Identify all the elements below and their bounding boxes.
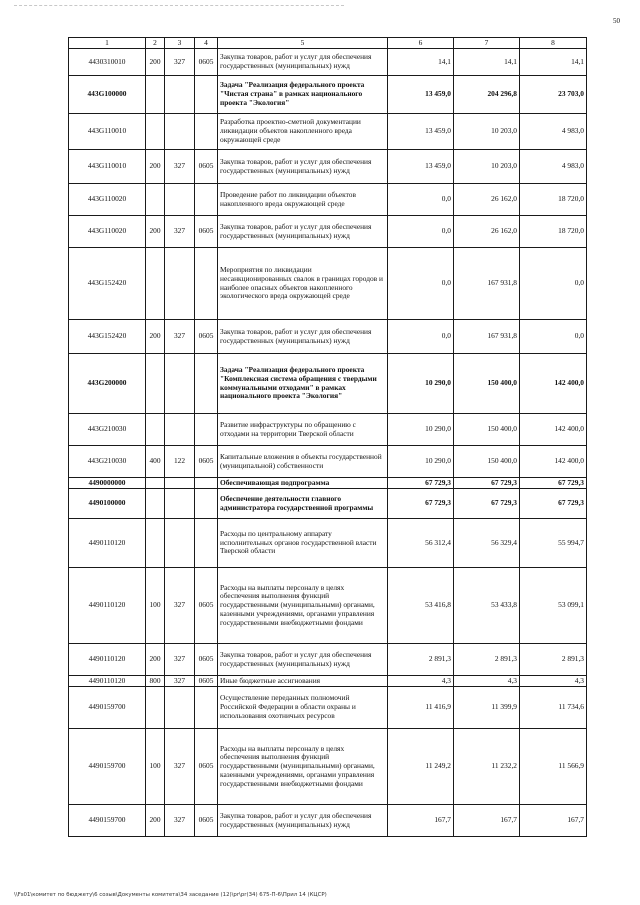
department-code-cell: 327: [165, 805, 195, 837]
amount-year2-cell: 167,7: [454, 805, 520, 837]
section-code-cell: 0605: [195, 216, 218, 248]
table-row: [69, 114, 587, 150]
expense-type-cell: 100: [146, 729, 165, 805]
section-code-cell: 0605: [195, 644, 218, 676]
department-code-cell: [165, 114, 195, 150]
amount-year1-cell: 13 459,0: [388, 114, 454, 150]
table-row: [69, 676, 587, 687]
section-code-cell: 0605: [195, 805, 218, 837]
classification-code-cell: 4490159700: [69, 687, 146, 729]
amount-year2-cell: 10 203,0: [454, 114, 520, 150]
table-row: [69, 489, 587, 519]
amount-year3-cell: 67 729,3: [520, 489, 587, 519]
department-code-cell: [165, 519, 195, 568]
header-cell: 3: [165, 38, 195, 49]
amount-year1-cell: 4,3: [388, 676, 454, 687]
classification-code-cell: 4490159700: [69, 729, 146, 805]
classification-code-cell: 4430310010: [69, 49, 146, 76]
amount-year3-cell: 14,1: [520, 49, 587, 76]
department-code-cell: 122: [165, 446, 195, 478]
table-row: [69, 805, 587, 837]
department-code-cell: [165, 414, 195, 446]
amount-year1-cell: 14,1: [388, 49, 454, 76]
item-name-cell: Закупка товаров, работ и услуг для обеспечения государственных (муниципальных) нужд: [218, 216, 388, 248]
item-name-cell: Закупка товаров, работ и услуг для обеспечения государственных (муниципальных) нужд: [218, 644, 388, 676]
item-name-cell: Осуществление переданных полномочий Российской Федерации в области охраны и использования охотничьих ресурсов: [218, 687, 388, 729]
item-name-cell: Закупка товаров, работ и услуг для обеспечения государственных (муниципальных) нужд: [218, 49, 388, 76]
section-code-cell: [195, 414, 218, 446]
expense-type-cell: 200: [146, 216, 165, 248]
expense-type-cell: [146, 519, 165, 568]
classification-code-cell: 4490000000: [69, 478, 146, 489]
section-code-cell: 0605: [195, 446, 218, 478]
department-code-cell: [165, 489, 195, 519]
amount-year2-cell: 11 399,9: [454, 687, 520, 729]
amount-year2-cell: 150 400,0: [454, 354, 520, 414]
expense-type-cell: 200: [146, 805, 165, 837]
classification-code-cell: 4490159700: [69, 805, 146, 837]
expense-type-cell: [146, 184, 165, 216]
amount-year2-cell: 11 232,2: [454, 729, 520, 805]
amount-year2-cell: 10 203,0: [454, 150, 520, 184]
department-code-cell: 327: [165, 216, 195, 248]
classification-code-cell: 4490100000: [69, 489, 146, 519]
amount-year3-cell: 142 400,0: [520, 414, 587, 446]
item-name-cell: Обеспечивающая подпрограмма: [218, 478, 388, 489]
amount-year3-cell: 142 400,0: [520, 446, 587, 478]
item-name-cell: Закупка товаров, работ и услуг для обеспечения государственных (муниципальных) нужд: [218, 150, 388, 184]
item-name-cell: Закупка товаров, работ и услуг для обеспечения государственных (муниципальных) нужд: [218, 320, 388, 354]
section-code-cell: [195, 489, 218, 519]
expense-type-cell: [146, 489, 165, 519]
department-code-cell: 327: [165, 49, 195, 76]
amount-year2-cell: 67 729,3: [454, 478, 520, 489]
header-cell: 6: [388, 38, 454, 49]
amount-year3-cell: 4 983,0: [520, 150, 587, 184]
classification-code-cell: 443G152420: [69, 320, 146, 354]
expense-type-cell: [146, 687, 165, 729]
expense-type-cell: 100: [146, 568, 165, 644]
classification-code-cell: 4490110120: [69, 568, 146, 644]
table-row: [69, 320, 587, 354]
amount-year1-cell: 2 891,3: [388, 644, 454, 676]
amount-year3-cell: 67 729,3: [520, 478, 587, 489]
amount-year2-cell: 26 162,0: [454, 216, 520, 248]
amount-year2-cell: 14,1: [454, 49, 520, 76]
table-row: [69, 644, 587, 676]
section-code-cell: 0605: [195, 150, 218, 184]
classification-code-cell: 443G110020: [69, 184, 146, 216]
classification-code-cell: 443G110010: [69, 114, 146, 150]
amount-year1-cell: 0,0: [388, 320, 454, 354]
expense-type-cell: 800: [146, 676, 165, 687]
amount-year2-cell: 204 296,8: [454, 76, 520, 114]
amount-year3-cell: 11 566,9: [520, 729, 587, 805]
department-code-cell: 327: [165, 644, 195, 676]
amount-year3-cell: 0,0: [520, 320, 587, 354]
amount-year1-cell: 0,0: [388, 184, 454, 216]
table-row: [69, 354, 587, 414]
expense-type-cell: [146, 478, 165, 489]
table-row: [69, 216, 587, 248]
department-code-cell: [165, 76, 195, 114]
table-row: [69, 76, 587, 114]
section-code-cell: [195, 354, 218, 414]
department-code-cell: 327: [165, 729, 195, 805]
expense-type-cell: [146, 114, 165, 150]
expense-type-cell: 200: [146, 320, 165, 354]
header-cell: 4: [195, 38, 218, 49]
amount-year1-cell: 13 459,0: [388, 76, 454, 114]
table-row: [69, 568, 587, 644]
classification-code-cell: 443G110010: [69, 150, 146, 184]
classification-code-cell: 443G152420: [69, 248, 146, 320]
section-code-cell: [195, 76, 218, 114]
amount-year1-cell: 56 312,4: [388, 519, 454, 568]
expense-type-cell: 200: [146, 644, 165, 676]
item-name-cell: Расходы на выплаты персоналу в целях обеспечения выполнения функций государственными (муниципальными) органами, казенными учреждениями, органами управления государственными внебюджетными фондами: [218, 729, 388, 805]
amount-year1-cell: 10 290,0: [388, 446, 454, 478]
table-row: [69, 184, 587, 216]
department-code-cell: 327: [165, 676, 195, 687]
item-name-cell: Мероприятия по ликвидации несанкционированных свалок в границах городов и наиболее опасных объектов накопленного экологического вреда окружающей среде: [218, 248, 388, 320]
amount-year3-cell: 18 720,0: [520, 184, 587, 216]
table-row: [69, 687, 587, 729]
expense-type-cell: [146, 76, 165, 114]
department-code-cell: [165, 687, 195, 729]
amount-year1-cell: 10 290,0: [388, 354, 454, 414]
department-code-cell: 327: [165, 320, 195, 354]
amount-year3-cell: 23 703,0: [520, 76, 587, 114]
item-name-cell: Расходы по центральному аппарату исполнительных органов государственной власти Тверской области: [218, 519, 388, 568]
section-code-cell: 0605: [195, 320, 218, 354]
classification-code-cell: 4490110120: [69, 644, 146, 676]
amount-year2-cell: 167 931,8: [454, 248, 520, 320]
amount-year3-cell: 4 983,0: [520, 114, 587, 150]
expense-type-cell: 200: [146, 150, 165, 184]
item-name-cell: Капитальные вложения в объекты государственной (муниципальной) собственности: [218, 446, 388, 478]
item-name-cell: Разработка проектно-сметной документации ликвидации объектов накопленного вреда окружающей среде: [218, 114, 388, 150]
classification-code-cell: 4490110120: [69, 676, 146, 687]
amount-year2-cell: 150 400,0: [454, 414, 520, 446]
amount-year2-cell: 2 891,3: [454, 644, 520, 676]
department-code-cell: 327: [165, 568, 195, 644]
amount-year1-cell: 167,7: [388, 805, 454, 837]
section-code-cell: 0605: [195, 568, 218, 644]
section-code-cell: [195, 114, 218, 150]
amount-year2-cell: 150 400,0: [454, 446, 520, 478]
table-row: [69, 414, 587, 446]
amount-year1-cell: 13 459,0: [388, 150, 454, 184]
amount-year3-cell: 18 720,0: [520, 216, 587, 248]
amount-year3-cell: 53 099,1: [520, 568, 587, 644]
amount-year1-cell: 11 416,9: [388, 687, 454, 729]
section-code-cell: [195, 184, 218, 216]
budget-table: [68, 37, 587, 837]
table-row: [69, 478, 587, 489]
amount-year3-cell: 167,7: [520, 805, 587, 837]
classification-code-cell: 4490110120: [69, 519, 146, 568]
section-code-cell: 0605: [195, 49, 218, 76]
classification-code-cell: 443G200000: [69, 354, 146, 414]
amount-year2-cell: 67 729,3: [454, 489, 520, 519]
amount-year2-cell: 26 162,0: [454, 184, 520, 216]
amount-year1-cell: 67 729,3: [388, 489, 454, 519]
header-cell: 8: [520, 38, 587, 49]
amount-year1-cell: 11 249,2: [388, 729, 454, 805]
amount-year3-cell: 0,0: [520, 248, 587, 320]
expense-type-cell: [146, 414, 165, 446]
header-cell: 1: [69, 38, 146, 49]
amount-year3-cell: 2 891,3: [520, 644, 587, 676]
classification-code-cell: 443G210030: [69, 414, 146, 446]
item-name-cell: Задача "Реализация федерального проекта "Чистая страна" в рамках национального проекта "Экология": [218, 76, 388, 114]
header-cell: 2: [146, 38, 165, 49]
amount-year3-cell: 4,3: [520, 676, 587, 687]
header-cell: 7: [454, 38, 520, 49]
item-name-cell: Задача "Реализация федерального проекта "Комплексная система обращения с твердыми коммунальными отходами" в рамках национального проекта "Экология": [218, 354, 388, 414]
scan-top-rule: [14, 5, 344, 6]
table-body: [69, 38, 587, 837]
table-row: [69, 49, 587, 76]
classification-code-cell: 443G210030: [69, 446, 146, 478]
expense-type-cell: 400: [146, 446, 165, 478]
department-code-cell: 327: [165, 150, 195, 184]
amount-year1-cell: 67 729,3: [388, 478, 454, 489]
expense-type-cell: 200: [146, 49, 165, 76]
item-name-cell: Расходы на выплаты персоналу в целях обеспечения выполнения функций государственными (муниципальными) органами, казенными учреждениями, органами управления государственными внебюджетными фондами: [218, 568, 388, 644]
item-name-cell: Развитие инфраструктуры по обращению с отходами на территории Тверской области: [218, 414, 388, 446]
table-row: [69, 248, 587, 320]
table-row: [69, 519, 587, 568]
expense-type-cell: [146, 248, 165, 320]
item-name-cell: Иные бюджетные ассигнования: [218, 676, 388, 687]
department-code-cell: [165, 184, 195, 216]
classification-code-cell: 443G110020: [69, 216, 146, 248]
department-code-cell: [165, 354, 195, 414]
amount-year1-cell: 0,0: [388, 248, 454, 320]
page-number: 50: [613, 17, 620, 25]
section-code-cell: 0605: [195, 676, 218, 687]
amount-year1-cell: 53 416,8: [388, 568, 454, 644]
section-code-cell: [195, 248, 218, 320]
amount-year2-cell: 167 931,8: [454, 320, 520, 354]
section-code-cell: [195, 478, 218, 489]
amount-year3-cell: 11 734,6: [520, 687, 587, 729]
amount-year2-cell: 56 329,4: [454, 519, 520, 568]
table-row: [69, 446, 587, 478]
amount-year2-cell: 53 433,8: [454, 568, 520, 644]
column-number-row: [69, 38, 587, 49]
section-code-cell: [195, 519, 218, 568]
item-name-cell: Проведение работ по ликвидации объектов накопленного вреда окружающей среде: [218, 184, 388, 216]
amount-year3-cell: 142 400,0: [520, 354, 587, 414]
department-code-cell: [165, 248, 195, 320]
table-row: [69, 150, 587, 184]
table-row: [69, 729, 587, 805]
item-name-cell: Обеспечение деятельности главного администратора государственной программы: [218, 489, 388, 519]
item-name-cell: Закупка товаров, работ и услуг для обеспечения государственных (муниципальных) нужд: [218, 805, 388, 837]
amount-year2-cell: 4,3: [454, 676, 520, 687]
amount-year1-cell: 0,0: [388, 216, 454, 248]
expense-type-cell: [146, 354, 165, 414]
amount-year3-cell: 55 994,7: [520, 519, 587, 568]
footer-file-path: \\Fs01\комитет по бюджету\6 созыв\Документы комитета\34 заседание (12)\pr\pr(34) 675-П-6\Прил 14 (КЦСР): [14, 892, 327, 898]
amount-year1-cell: 10 290,0: [388, 414, 454, 446]
classification-code-cell: 443G100000: [69, 76, 146, 114]
section-code-cell: 0605: [195, 729, 218, 805]
section-code-cell: [195, 687, 218, 729]
header-cell: 5: [218, 38, 388, 49]
department-code-cell: [165, 478, 195, 489]
